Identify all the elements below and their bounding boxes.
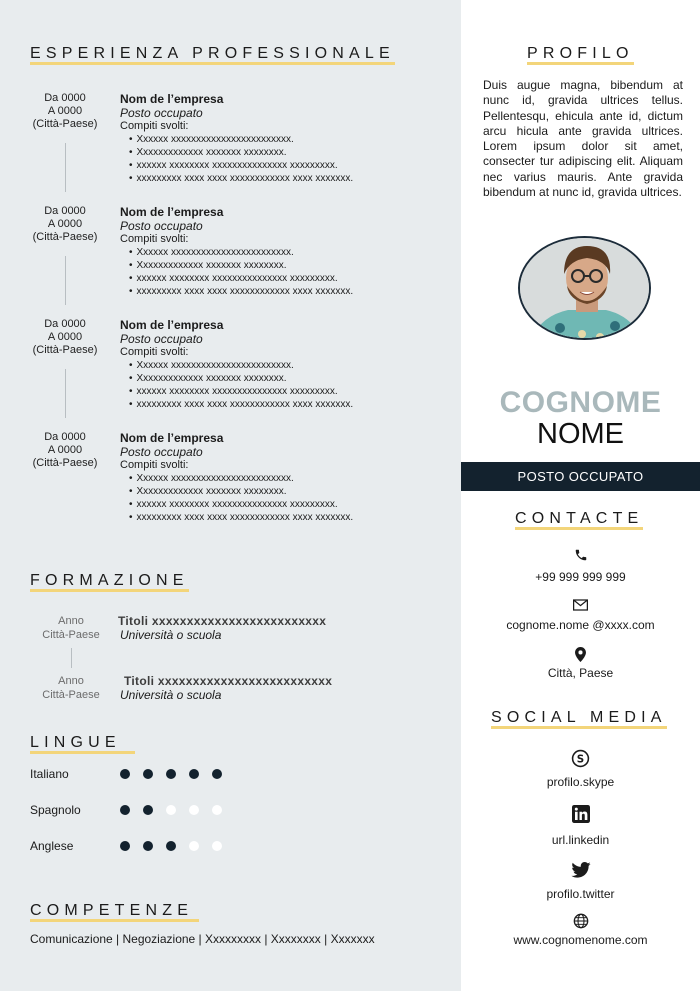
job-task: • xxxxxx xxxxxxxx xxxxxxxxxxxxxxx xxxxxxxxx. <box>129 272 450 285</box>
job-task: • xxxxxxxxx xxxx xxxx xxxxxxxxxxxx xxxx xxxxxxx. <box>129 172 450 185</box>
level-dot-filled <box>120 769 130 779</box>
skype-profile[interactable]: profilo.skype <box>546 775 615 789</box>
job-task: • Xxxxxx xxxxxxxxxxxxxxxxxxxxxxxx. <box>129 133 450 146</box>
education-school: Università o scuola <box>120 628 222 642</box>
email-icon <box>461 598 700 614</box>
language-name: Spagnolo <box>30 803 81 817</box>
skype-icon <box>461 749 700 769</box>
language-row-spagnolo <box>30 803 250 817</box>
job-task: • xxxxxxxxx xxxx xxxx xxxxxxxxxxxx xxxx xxxxxxx. <box>129 398 450 411</box>
linkedin-profile[interactable]: url.linkedin <box>551 833 610 847</box>
languages-section-title: LINGUE <box>30 734 135 754</box>
job-task: • Xxxxxx xxxxxxxxxxxxxxxxxxxxxxxx. <box>129 359 450 372</box>
website-url[interactable]: www.cognomenome.com <box>513 933 648 947</box>
first-name: NOME <box>537 418 624 450</box>
job-dates: Da 0000 A 0000 (Città-Paese) <box>32 92 98 130</box>
job-task: • xxxxxxxxx xxxx xxxx xxxxxxxxxxxx xxxx xxxxxxx. <box>129 511 450 524</box>
job-task: • Xxxxxxxxxxxxx xxxxxxx xxxxxxxx. <box>129 485 450 498</box>
education-school: Università o scuola <box>120 688 222 702</box>
location: Città, Paese <box>547 666 614 680</box>
job-task: • Xxxxxxxxxxxxx xxxxxxx xxxxxxxx. <box>129 372 450 385</box>
position-bar: POSTO OCCUPATO <box>461 462 700 491</box>
job-dates: Da 0000 A 0000 (Città-Paese) <box>32 318 98 356</box>
level-dot-empty <box>189 805 199 815</box>
timeline-divider <box>71 648 72 668</box>
location-pin-icon <box>461 647 700 663</box>
job-task: • xxxxxx xxxxxxxx xxxxxxxxxxxxxxx xxxxxxxxx. <box>129 159 450 172</box>
job-task: • Xxxxxxxxxxxxx xxxxxxx xxxxxxxx. <box>129 146 450 159</box>
phone-number: +99 999 999 999 <box>535 570 626 584</box>
language-row-italiano <box>30 767 250 781</box>
job-company: Nom de l’empresa <box>120 431 224 445</box>
level-dot-filled <box>120 841 130 851</box>
skills-list: Comunicazione | Negoziazione | Xxxxxxxxx | Xxxxxxxx | Xxxxxxx <box>30 932 375 946</box>
level-dot-empty <box>189 841 199 851</box>
job-task: • xxxxxx xxxxxxxx xxxxxxxxxxxxxxx xxxxxxxxx. <box>129 498 450 511</box>
level-dot-filled <box>189 769 199 779</box>
level-dot-filled <box>120 805 130 815</box>
right-column <box>461 0 700 991</box>
contacts-section-title: CONTACTE <box>515 510 643 530</box>
phone-icon <box>461 548 700 564</box>
job-tasks-list <box>129 246 450 298</box>
language-level-dots <box>120 769 235 779</box>
job-tasks-list <box>129 133 450 185</box>
job-task: • Xxxxxx xxxxxxxxxxxxxxxxxxxxxxxx. <box>129 246 450 259</box>
timeline-divider <box>65 256 66 305</box>
language-row-anglese <box>30 839 250 853</box>
twitter-icon <box>461 862 700 880</box>
skills-section-title: COMPETENZE <box>30 902 199 922</box>
language-level-dots <box>120 841 235 851</box>
svg-text:S: S <box>576 753 585 766</box>
education-degree: Titoli xxxxxxxxxxxxxxxxxxxxxxxxx <box>118 614 327 628</box>
job-task: • Xxxxxx xxxxxxxxxxxxxxxxxxxxxxxx. <box>129 472 450 485</box>
job-task: • Xxxxxxxxxxxxx xxxxxxx xxxxxxxx. <box>129 259 450 272</box>
job-role: Posto occupato <box>120 219 203 233</box>
level-dot-filled <box>143 841 153 851</box>
level-dot-filled <box>212 769 222 779</box>
education-degree: Titoli xxxxxxxxxxxxxxxxxxxxxxxxx <box>124 674 333 688</box>
language-level-dots <box>120 805 235 815</box>
job-company: Nom de l’empresa <box>120 205 224 219</box>
job-company: Nom de l’empresa <box>120 318 224 332</box>
twitter-profile[interactable]: profilo.twitter <box>546 887 615 901</box>
job-role: Posto occupato <box>120 106 203 120</box>
experience-section-title: ESPERIENZA PROFESSIONALE <box>30 45 395 65</box>
education-section-title: FORMAZIONE <box>30 572 189 592</box>
job-dates: Da 0000 A 0000 (Città-Paese) <box>32 205 98 243</box>
timeline-divider <box>65 143 66 192</box>
globe-icon <box>461 913 700 931</box>
job-role: Posto occupato <box>120 445 203 459</box>
language-name: Italiano <box>30 767 69 781</box>
level-dot-filled <box>166 841 176 851</box>
job-task: • xxxxxx xxxxxxxx xxxxxxxxxxxxxxx xxxxxxxxx. <box>129 385 450 398</box>
level-dot-empty <box>212 805 222 815</box>
job-task: • xxxxxxxxx xxxx xxxx xxxxxxxxxxxx xxxx xxxxxxx. <box>129 285 450 298</box>
education-meta: Anno Città-Paese <box>42 675 100 701</box>
job-dates: Da 0000 A 0000 (Città-Paese) <box>32 431 98 469</box>
job-tasks-label: Compiti svolti: <box>120 233 189 245</box>
surname: COGNOME <box>499 386 662 419</box>
profile-text: Duis augue magna, bibendum at nunc id, gravida ultrices tellus. Pellentesqu, ehicula ante id, dictum arcu hicula ante gravida ultrices. Lorem ipsum dolor sit amet, consecter tur adipiscing elit. Aliquam nec varius mauris. Ante gravida bibendum at nunc id, gravida ultrices. <box>483 78 683 200</box>
profile-photo <box>518 236 651 340</box>
job-tasks-label: Compiti svolti: <box>120 459 189 471</box>
job-role: Posto occupato <box>120 332 203 346</box>
level-dot-empty <box>212 841 222 851</box>
job-tasks-list <box>129 359 450 411</box>
level-dot-empty <box>166 805 176 815</box>
level-dot-filled <box>143 805 153 815</box>
profile-section-title: PROFILO <box>527 45 634 65</box>
linkedin-icon <box>461 805 700 825</box>
level-dot-filled <box>166 769 176 779</box>
job-tasks-label: Compiti svolti: <box>120 346 189 358</box>
language-name: Anglese <box>30 839 74 853</box>
job-tasks-label: Compiti svolti: <box>120 120 189 132</box>
education-meta: Anno Città-Paese <box>42 615 100 641</box>
level-dot-filled <box>143 769 153 779</box>
job-tasks-list <box>129 472 450 524</box>
timeline-divider <box>65 369 66 418</box>
email-address[interactable]: cognome.nome @xxxx.com <box>506 618 655 632</box>
job-company: Nom de l’empresa <box>120 92 224 106</box>
person-avatar-icon <box>520 238 651 340</box>
social-section-title: SOCIAL MEDIA <box>491 709 667 729</box>
